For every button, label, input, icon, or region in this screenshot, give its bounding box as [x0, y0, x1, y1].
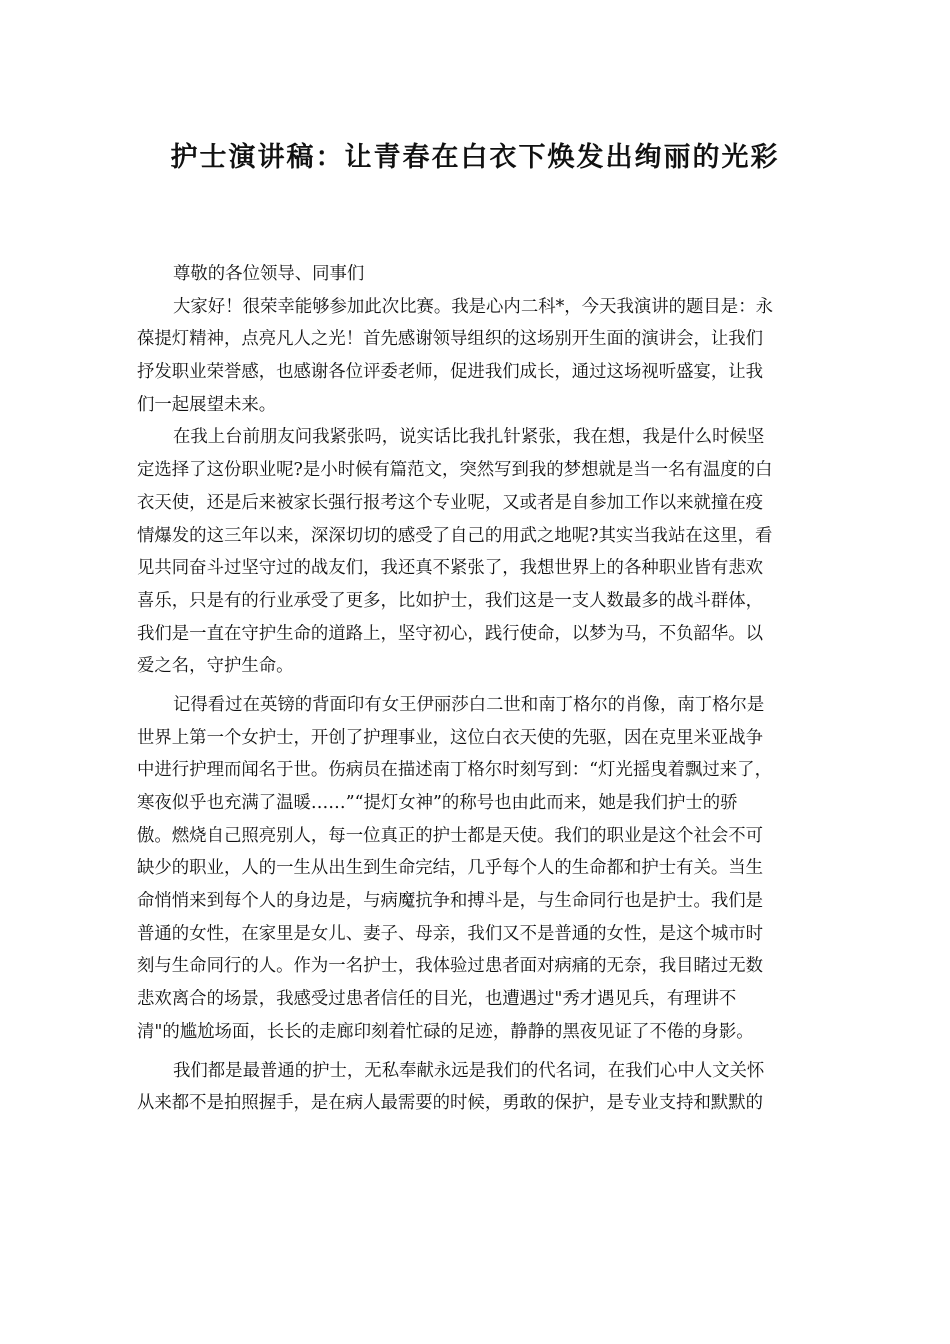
paragraph-line: 葆提灯精神，点亮凡人之光！首先感谢领导组织的这场别开生面的演讲会，让我们: [137, 329, 764, 350]
paragraph-line: 喜乐，只是有的行业承受了更多，比如护士，我们这是一支人数最多的战斗群体，: [137, 590, 764, 611]
paragraph-1: [137, 291, 847, 422]
paragraph-line: 中进行护理而闻名于世。伤病员在描述南丁格尔时刻写到：“灯光摇曳着飘过来了，: [137, 760, 772, 781]
paragraph-2: [137, 421, 847, 683]
paragraph-line: 傲。燃烧自己照亮别人，每一位真正的护士都是天使。我们的职业是这个社会不可: [137, 825, 764, 846]
paragraph-line: 在我上台前朋友问我紧张吗，说实话比我扎针紧张，我在想，我是什么时候坚: [173, 427, 765, 448]
paragraph-line: 们一起展望未来。: [137, 394, 277, 415]
salutation: 尊敬的各位领导、同事们: [173, 264, 365, 284]
paragraph-line: 从来都不是拍照握手，是在病人最需要的时候，勇敢的保护，是专业支持和默默的: [137, 1093, 764, 1114]
paragraph-line: 我们都是最普通的护士，无私奉献永远是我们的代名词，在我们心中人文关怀: [173, 1060, 765, 1081]
paragraph-line: 抒发职业荣誉感，也感谢各位评委老师，促进我们成长，通过这场视听盛宴，让我: [137, 362, 764, 383]
paragraph-line: 见共同奋斗过坚守过的战友们，我还真不紧张了，我想世界上的各种职业皆有悲欢: [137, 558, 764, 579]
paragraph-line: 大家好！很荣幸能够参加此次比赛。我是心内二科*，今天我演讲的题目是：永: [173, 296, 773, 317]
paragraph-line: 悲欢离合的场景，我感受过患者信任的目光，也遭遇过"秀才遇见兵，有理讲不: [137, 989, 737, 1010]
paragraph-line: 定选择了这份职业呢?是小时候有篇范文，突然写到我的梦想就是当一名有温度的白: [137, 460, 773, 481]
paragraph-line: 缺少的职业，人的一生从出生到生命完结，几乎每个人的生命都和护士有关。当生: [137, 858, 764, 879]
paragraph-line: 寒夜似乎也充满了温暖……”“提灯女神”的称号也由此而来，她是我们护士的骄: [137, 793, 738, 813]
paragraph-line: 普通的女性，在家里是女儿、妻子、母亲，我们又不是普通的女性，是这个城市时: [137, 923, 764, 944]
paragraph-line: 清"的尴尬场面，长长的走廊印刻着忙碌的足迹，静静的黑夜见证了不倦的身影。: [137, 1021, 754, 1042]
paragraph-line: 爱之名，守护生命。: [137, 656, 294, 677]
document-title: 护士演讲稿：让青春在白衣下焕发出绚丽的光彩: [170, 142, 780, 173]
paragraph-4: [137, 1055, 847, 1120]
paragraph-line: 情爆发的这三年以来，深深切切的感受了自己的用武之地呢?其实当我站在这里，看: [137, 525, 773, 546]
paragraph-3: [137, 689, 847, 1049]
paragraph-line: 世界上第一个女护士，开创了护理事业，这位白衣天使的先驱，因在克里米亚战争: [137, 727, 764, 748]
paragraph-line: 我们是一直在守护生命的道路上，坚守初心，践行使命，以梦为马，不负韶华。以: [137, 623, 764, 644]
document-body: [137, 258, 847, 1120]
paragraph-line: 命悄悄来到每个人的身边是，与病魔抗争和搏斗是，与生命同行也是护士。我们是: [137, 891, 764, 912]
paragraph-line: 刻与生命同行的人。作为一名护士，我体验过患者面对病痛的无奈，我目睹过无数: [137, 956, 764, 977]
paragraph-line: 记得看过在英镑的背面印有女王伊丽莎白二世和南丁格尔的肖像，南丁格尔是: [173, 694, 765, 715]
paragraph-line: 衣天使，还是后来被家长强行报考这个专业呢，又或者是自参加工作以来就撞在疫: [137, 492, 764, 513]
